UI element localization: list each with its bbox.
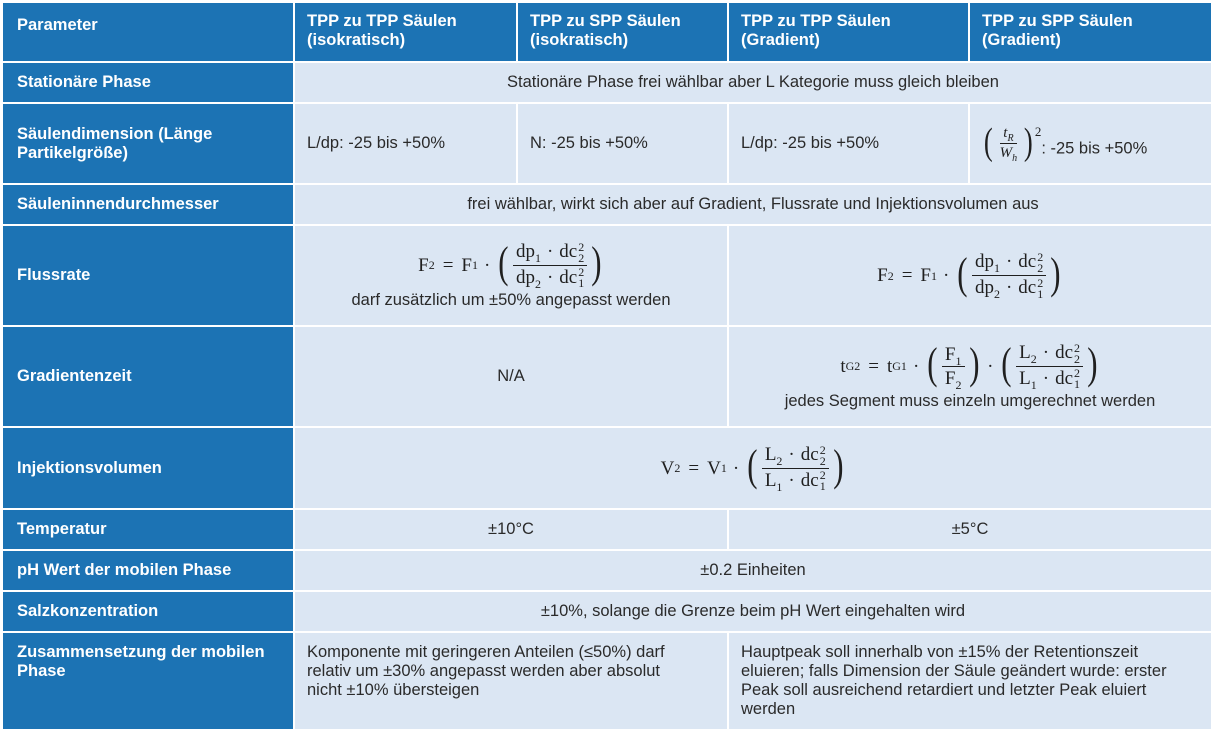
composition-gradient: Hauptpeak soll innerhalb von ±15% der Retentionszeit eluieren; falls Dimension der Säule geändert wurde: erster Peak soll ausreichend retardiert und letzter Peak eluiert werden — [728, 632, 1212, 730]
row-stationary-phase — [2, 62, 1212, 103]
header-tpp-spp-isocratic: TPP zu SPP Säulen (isokratisch) — [517, 2, 728, 62]
header-parameter: Parameter — [2, 2, 294, 62]
temperature-isocratic: ±10°C — [294, 509, 728, 550]
row-injection-volume — [2, 427, 1212, 509]
row-temperature — [2, 509, 1212, 550]
flow-rate-formula-gradient: F 2 = F 1 · ( $dp_1$ · dc 2 2 $dp_2$ · dc 2 1 ) — [877, 248, 1061, 301]
injection-volume-formula: V 2 = V 1 · ( $L_2$ · dc 2 2 $L_1$ · dc 2 1 ) — [660, 441, 844, 494]
row-label: Zusammensetzung der mobilen Phase — [2, 632, 294, 730]
stationary-phase-value: Stationäre Phase frei wählbar aber L Kategorie muss gleich bleiben — [294, 62, 1212, 103]
flow-rate-gradient — [728, 225, 1212, 326]
flow-rate-note: darf zusätzlich um ±50% angepasst werden — [351, 291, 671, 310]
gradient-time-formula: t G2 = t G1 · ( $\frac{F_1}{F_2}$ ) · ( $L_2$ · dc 2 2 $L_1$ · dc 2 1 ) — [840, 339, 1098, 392]
ph-value: ±0.2 Einheiten — [294, 550, 1212, 591]
row-salt — [2, 591, 1212, 632]
gradient-time-note: jedes Segment muss einzeln umgerechnet werden — [784, 392, 1156, 411]
column-dimension-col1: L/dp: -25 bis +50% — [294, 103, 517, 184]
row-label: Temperatur — [2, 509, 294, 550]
row-label: Flussrate — [2, 225, 294, 326]
gradient-time-isocratic: N/A — [294, 326, 728, 427]
flow-rate-formula-isocratic: F 2 = F 1 · ( $dp_1$ · dc 2 2 $dp_2$ · dc 2 1 ) — [418, 238, 602, 291]
row-label: Salzkonzentration — [2, 591, 294, 632]
header-tpp-tpp-gradient: TPP zu TPP Säulen (Gradient) — [728, 2, 969, 62]
parameter-table — [1, 1, 1212, 731]
row-composition — [2, 632, 1212, 730]
column-dimension-col4-suffix: : -25 bis +50% — [1041, 139, 1148, 158]
row-label: Gradientenzeit — [2, 326, 294, 427]
tr-wh-formula: ( $\frac{t_R}{W_h}$ ) $^2$ — [983, 120, 1042, 164]
row-inner-diameter — [2, 184, 1212, 225]
row-label: Stationäre Phase — [2, 62, 294, 103]
salt-value: ±10%, solange die Grenze beim pH Wert eingehalten wird — [294, 591, 1212, 632]
column-dimension-col4 — [969, 103, 1212, 184]
gradient-time-gradient — [728, 326, 1212, 427]
row-label: Injektionsvolumen — [2, 427, 294, 509]
flow-rate-isocratic — [294, 225, 728, 326]
row-label: Säuleninnendurchmesser — [2, 184, 294, 225]
column-dimension-col3: L/dp: -25 bis +50% — [728, 103, 969, 184]
column-dimension-col2: N: -25 bis +50% — [517, 103, 728, 184]
row-flow-rate — [2, 225, 1212, 326]
row-ph — [2, 550, 1212, 591]
row-label: Säulendimension (Länge Partikelgröße) — [2, 103, 294, 184]
injection-volume-value — [294, 427, 1212, 509]
row-column-dimension — [2, 103, 1212, 184]
header-tpp-tpp-isocratic: TPP zu TPP Säulen (isokratisch) — [294, 2, 517, 62]
row-label: pH Wert der mobilen Phase — [2, 550, 294, 591]
header-tpp-spp-gradient: TPP zu SPP Säulen (Gradient) — [969, 2, 1212, 62]
row-gradient-time — [2, 326, 1212, 427]
composition-isocratic: Komponente mit geringeren Anteilen (≤50%) darf relativ um ±30% angepasst werden aber absolut nicht ±10% übersteigen — [294, 632, 728, 730]
inner-diameter-value: frei wählbar, wirkt sich aber auf Gradient, Flussrate und Injektionsvolumen aus — [294, 184, 1212, 225]
temperature-gradient: ±5°C — [728, 509, 1212, 550]
header-row — [2, 2, 1212, 62]
